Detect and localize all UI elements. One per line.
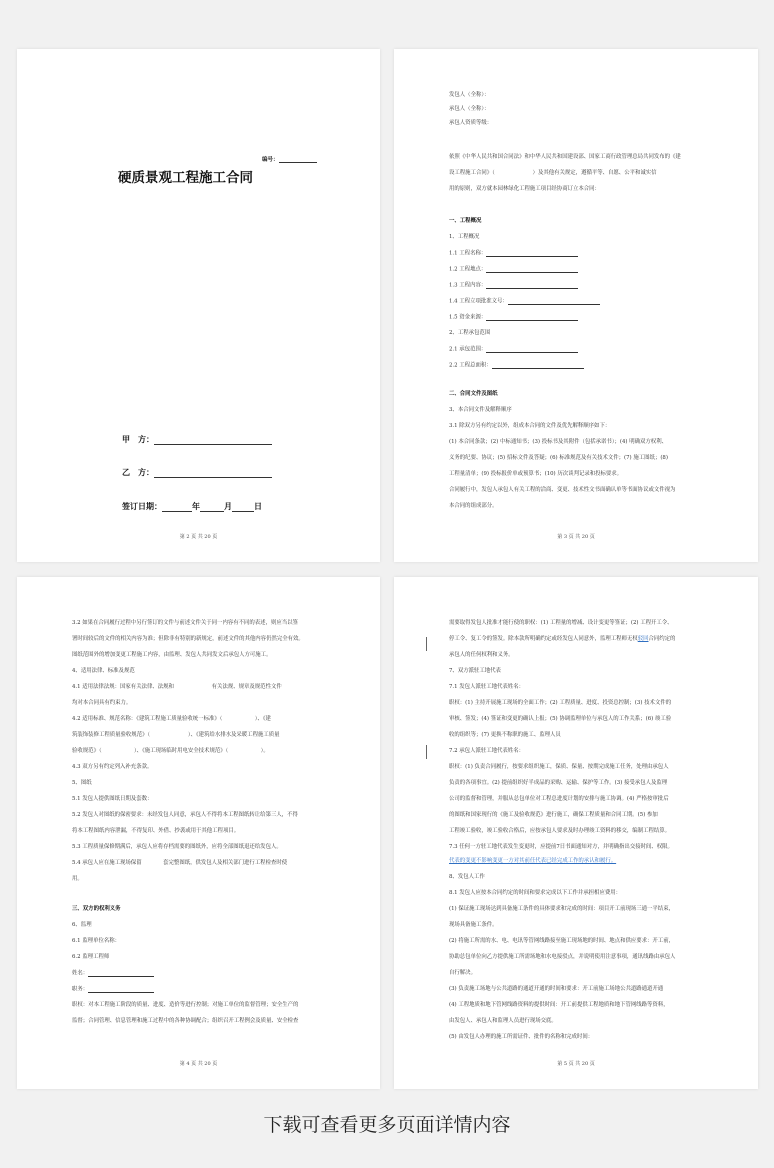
text-line: 5.2 发包人对图纸的保密要求：未经发包人同意，承包人不得将本工程图纸转让给第三人，不得 [72, 812, 298, 818]
text-line: 公司的监督和管理，并服从总包单位对工程总进度计划的安排与施工协调。(4) 严格按审批后 [449, 796, 669, 802]
text-line: 负责的各项事宜。(2) 提前组织好半成品的采购、运输、保护等工作。(3) 接受承包人及监理 [449, 780, 668, 786]
contract-page-3 [394, 49, 758, 562]
text-line: 用的原则，双方就本园林绿化工程施工项目经协商订立本合同： [449, 186, 600, 192]
text-line: 本合同的组成部分。 [449, 503, 498, 509]
text-line: 验收规范》（ ）、《施工现场临时用电安全技术规范》（ ）。 [72, 748, 269, 754]
section-heading: 三、双方的权利义务 [72, 906, 121, 912]
text-line: 依照《中华人民共和国合同法》和中华人民共和国建设部、国家工商行政管理总局共同发布的《建 [449, 154, 681, 160]
text-line: 7.3 任何一方驻工地代表发生变更时，应提前7日书面通知对方，并明确指出交接时间、权限。 [449, 844, 673, 850]
text-line: 4、适用法律、标准及规范 [72, 668, 135, 674]
text-line: 职权：(1) 主持开展施工现场的全面工作；(2) 工程质量、进度、投资总控制；(3) 技术文件的 [449, 700, 672, 706]
section-heading: 一、工程概况 [449, 218, 482, 224]
text-line: 1、工程概况 [449, 234, 480, 240]
text-line: 筑装饰装修工程质量验收规范》（ ）、《建筑给水排水及采暖工程施工质量 [72, 732, 280, 738]
text-line: 协助总包单位向乙方提供施工所需场地和水电接驳点，并说明使用注意事项，通讯线路由承包人 [449, 954, 676, 960]
text-line: 职务： [72, 987, 154, 993]
text-line: (1) 本合同条款；(2) 中标通知书；(3) 投标书及其附件（包括承诺书）；(4) 明确双方权利、 [449, 439, 667, 445]
text-line: 设工程施工合同》（ ）及其他有关规定，遵循平等、自愿、公平和诚实信 [449, 170, 657, 176]
text-line: 6.1 监理单位名称： [72, 938, 121, 944]
text-line: 3.1 除双方另有约定以外，组成本合同的文件及优先解释顺序如下： [449, 423, 611, 429]
text-line: 自行解决。 [449, 970, 476, 976]
text-line: 7、双方派驻工地代表 [449, 668, 501, 674]
text-line: 监督；合同管理、信息管理和施工过程中的各种协调配合；组织召开工程例会及质量、安全检查 [72, 1018, 299, 1024]
text-line: (3) 负责施工场地与公共道路的通道开通的时间和要求：开工前施工场地公共道路通道开通 [449, 986, 664, 992]
text-line: 需要取得发包人批准才能行使的职权：(1) 工程量的增减、设计变更等签证；(2) 工程开工令、 [449, 620, 673, 626]
margin-marker [426, 745, 427, 759]
text-line: 2.2 工程总面积： [449, 363, 584, 369]
contract-page-4 [17, 577, 380, 1089]
text-line: 7.2 承包人派驻工地代表姓名： [449, 748, 524, 754]
text-line: 2、工程承包范围 [449, 330, 491, 336]
text-line: 5.1 发包人提供图纸日期及套数： [72, 796, 153, 802]
page-footer: 第 3 页 共 20 页 [557, 534, 595, 540]
sign-date-line: 签订日期： 年 月 日 [122, 502, 262, 511]
party-b-line: 乙 方： [122, 467, 272, 478]
text-line: 4.3 双方另有约定列入补充条款。 [72, 764, 153, 770]
text-line: 8、发包人工作 [449, 874, 485, 880]
text-line: 4.1 适用法律法规：国家有关法律、法规和 有关法规、规章及规范性文件 [72, 684, 282, 690]
text-line: 的图纸和国家现行的《施工及验收规范》进行施工，确保工程质量和合同工期。(5) 参加 [449, 812, 658, 818]
text-line: 5.3 工程质量保修期满后，承包人应将存档需要的图纸外，应将全部图纸退还给发包人。 [72, 844, 282, 850]
text-line: (4) 工程地质和地下管网线路资料的提供时间：开工前提供工程地质和地下管网线路等资料， [449, 1002, 669, 1008]
contract-title: 硬质景观工程施工合同 [118, 170, 253, 186]
margin-marker [426, 637, 427, 651]
text-line: (5) 由发包人办理的施工所需证件、批件的名称和完成时间： [449, 1034, 594, 1040]
contract-page-5 [394, 577, 758, 1089]
text-line: 工程量清单；(9) 投标报价单或预算书；(10) 历次谈判记录和投标要求。 [449, 471, 623, 477]
party-a-line: 甲 方： [122, 434, 272, 445]
text-line: (1) 保证施工现场达到具备施工条件的具体要求和完成的时间：项目开工前现场三通一平结束， [449, 906, 674, 912]
text-line: 1.5 资金来源： [449, 315, 578, 321]
tracked-change-line[interactable]: 代表的变更不影响变更一方对其前任代表已经完成工作的承认和履行。 [449, 858, 617, 864]
text-line: 5、图纸 [72, 780, 92, 786]
page-footer: 第 4 页 共 20 页 [179, 1061, 218, 1067]
section-heading: 二、合同文件及图纸 [449, 391, 498, 397]
text-line: 职权：对本工程施工阶段的质量、进度、造价等进行控制；对施工单位的监督管理；安全生产的 [72, 1002, 299, 1008]
text-line: 义务的纪要、协议；(5) 招标文件及答疑；(6) 标准规范及有关技术文件；(7) 施工图纸；(8) [449, 455, 668, 461]
text-line: 3.2 如果在合同履行过程中另行签订的文件与前述文件关于同一内容有不同的表述，则应当以签 [72, 620, 298, 626]
cover-page [17, 49, 380, 562]
text-line: 停工令、复工令的签发。除本款所明确约定或经发包人同意外，监理工程师无权驳回合同约定的 [449, 636, 676, 642]
text-line: 3、本合同文件及解释顺序 [449, 407, 512, 413]
text-line: 承包人资质等级： [449, 120, 493, 126]
text-line: 6、监理 [72, 922, 92, 928]
text-line: 职权：(1) 负责合同履行，按要求组织施工，保质、保量、按期完成施工任务，处理由承包人 [449, 764, 669, 770]
text-line: 4.2 适用标准、规范名称：《建筑工程施工质量验收统一标准》（ ）、《建 [72, 716, 271, 722]
text-line: 1.1 工程名称： [449, 251, 578, 257]
text-line: 将本工程图纸内容泄漏，不得复印、外借、抄袭或用于其他工程项目。 [72, 828, 240, 834]
text-line: (2) 将施工所需的水、电、电讯等管网线路接至施工现场地的时间、地点和供应要求：开工前， [449, 938, 674, 944]
text-line: 承包人的任何权利和义务。 [449, 652, 514, 658]
contract-number-label: 编号： [262, 155, 317, 163]
text-line: 6.2 监理工程师 [72, 954, 110, 960]
text-line: 承包人（全称）： [449, 106, 490, 112]
text-line: 姓名： [72, 971, 154, 977]
text-line: 用。 [72, 876, 83, 882]
text-line: 1.2 工程地点： [449, 267, 578, 273]
text-line: 2.1 承包范围： [449, 347, 578, 353]
text-line: 署时间较后的文件的相关内容为准；但除非有特别的新规定，前述文件的其他内容仍然完全有效。 [72, 636, 304, 642]
page-footer: 第 2 页 共 20 页 [179, 534, 218, 540]
text-line: 1.4 工程立项批准文号： [449, 299, 600, 305]
page-footer: 第 5 页 共 20 页 [557, 1061, 595, 1067]
download-more-caption: 下载可查看更多页面详情内容 [263, 1114, 511, 1136]
text-line: 1.3 工程内容： [449, 283, 578, 289]
text-line: 8.1 发包人应按本合同约定的时间和要求完成以下工作并承担相应费用： [449, 890, 622, 896]
text-line: 5.4 承包人应在施工现场保留 套完整图纸，供发包人及相关部门进行工程检查时使 [72, 860, 288, 866]
text-line: 发包人（全称）： [449, 92, 490, 98]
text-line: 工程竣工验收，竣工验收合格后，应按承包人要求及时办理竣工资料的移交，编制工程结算。 [449, 828, 671, 834]
text-line: 合同履行中，发包人承包人有关工程的洽商、变更、技术性文书面确认单等书面协议或文件视为 [449, 487, 676, 493]
tracked-change-link[interactable]: 驳回 [637, 636, 649, 642]
text-line: 均对本合同具有约束力。 [72, 700, 132, 706]
text-line: 审核、签发；(4) 签证和变更的确认上报；(5) 协调监理单位与承包人的工作关系；(6) 竣工验 [449, 716, 672, 722]
text-line: 7.1 发包人派驻工地代表姓名： [449, 684, 524, 690]
text-line: 现场具备施工条件。 [449, 922, 498, 928]
text-line: 收的组织等；(7) 更换不称职的施工、监理人员 [449, 732, 561, 738]
text-line: 图纸范围外的增加变更工程施工内容，由监理、发包人共同发文后承包人方可施工。 [72, 652, 272, 658]
text-line: 由发包人、承包人和监理人员进行现场交底。 [449, 1018, 557, 1024]
